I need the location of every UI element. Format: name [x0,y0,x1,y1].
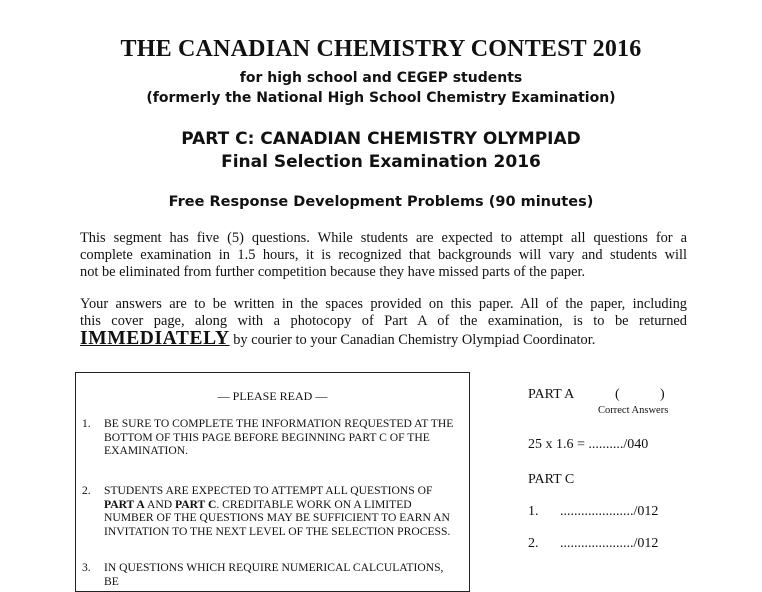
instructions-line: Your answers are to be written in the spaces provided on this paper. All of the paper, including [80,296,687,312]
please-read-title: — PLEASE READ — [217,389,328,403]
instructions-line: This segment has five (5) questions. While students are expected to attempt all questions for a [80,230,687,246]
score-row [528,536,658,552]
instructions-line: not be eliminated from further competition because they have missed parts of the paper. [80,264,586,280]
score-row-number: 1. [528,504,539,519]
score-row [528,504,658,520]
notice-number: 2. [82,484,91,497]
contest-title: THE CANADIAN CHEMISTRY CONTEST 2016 [120,36,642,62]
instructions-paragraph-2 [80,296,687,349]
part-a-label: PART A [528,387,575,402]
score-row-blank: ...................../012 [560,504,659,519]
courier-text: by courier to your Canadian Chemistry Olympiad Coordinator. [229,332,596,348]
part-a-paren-open: ( [615,387,620,402]
notice-number: 3. [82,561,91,574]
audience-line: for high school and CEGEP students [239,70,523,86]
instructions-line [80,330,687,349]
score-row-number: 2. [528,536,539,551]
former-name-line: (formerly the National High School Chemistry Examination) [146,90,616,106]
notice-number: 1. [82,417,91,430]
notice-text: BE SURE TO COMPLETE THE INFORMATION REQUESTED AT THE BOTTOM OF THIS PAGE BEFORE BEGINNING PART C OF THE EXAMINATION. [104,417,454,457]
immediately-emphasis: IMMEDIATELY [80,328,230,349]
part-subtitle: Final Selection Examination 2016 [221,152,541,172]
notice-text: IN QUESTIONS WHICH REQUIRE NUMERICAL CALCULATIONS, BE [104,561,444,588]
instructions-line: complete examination in 1.5 hours, it is recognized that backgrounds will vary and students will [80,247,687,263]
please-read-box [75,372,470,592]
part-title: PART C: CANADIAN CHEMISTRY OLYMPIAD [181,129,581,149]
section-title: Free Response Development Problems (90 minutes) [168,194,594,210]
part-a-paren-close: ) [660,387,665,402]
contest-subtitles [0,68,762,108]
part-heading [0,128,762,174]
instructions-paragraph-1 [80,230,687,281]
notice-text: STUDENTS ARE EXPECTED TO ATTEMPT ALL QUESTIONS OF PART A AND PART C. CREDITABLE WORK ON A LIMITED NUMBER OF THE QUESTIONS MAY BE SUFFICIENT TO EARN AN INVITATION TO THE NEXT LEVEL OF THE SELECTION PROCESS. [104,484,451,538]
score-row-blank: ...................../012 [560,536,659,551]
instructions-line: this cover page, along with a photocopy of Part A of the examination, is to be returned [80,313,687,329]
part-a-score: 25 x 1.6 = ........../040 [528,437,649,452]
part-c-label: PART C [528,472,575,487]
correct-answers-caption: Correct Answers [598,405,669,416]
